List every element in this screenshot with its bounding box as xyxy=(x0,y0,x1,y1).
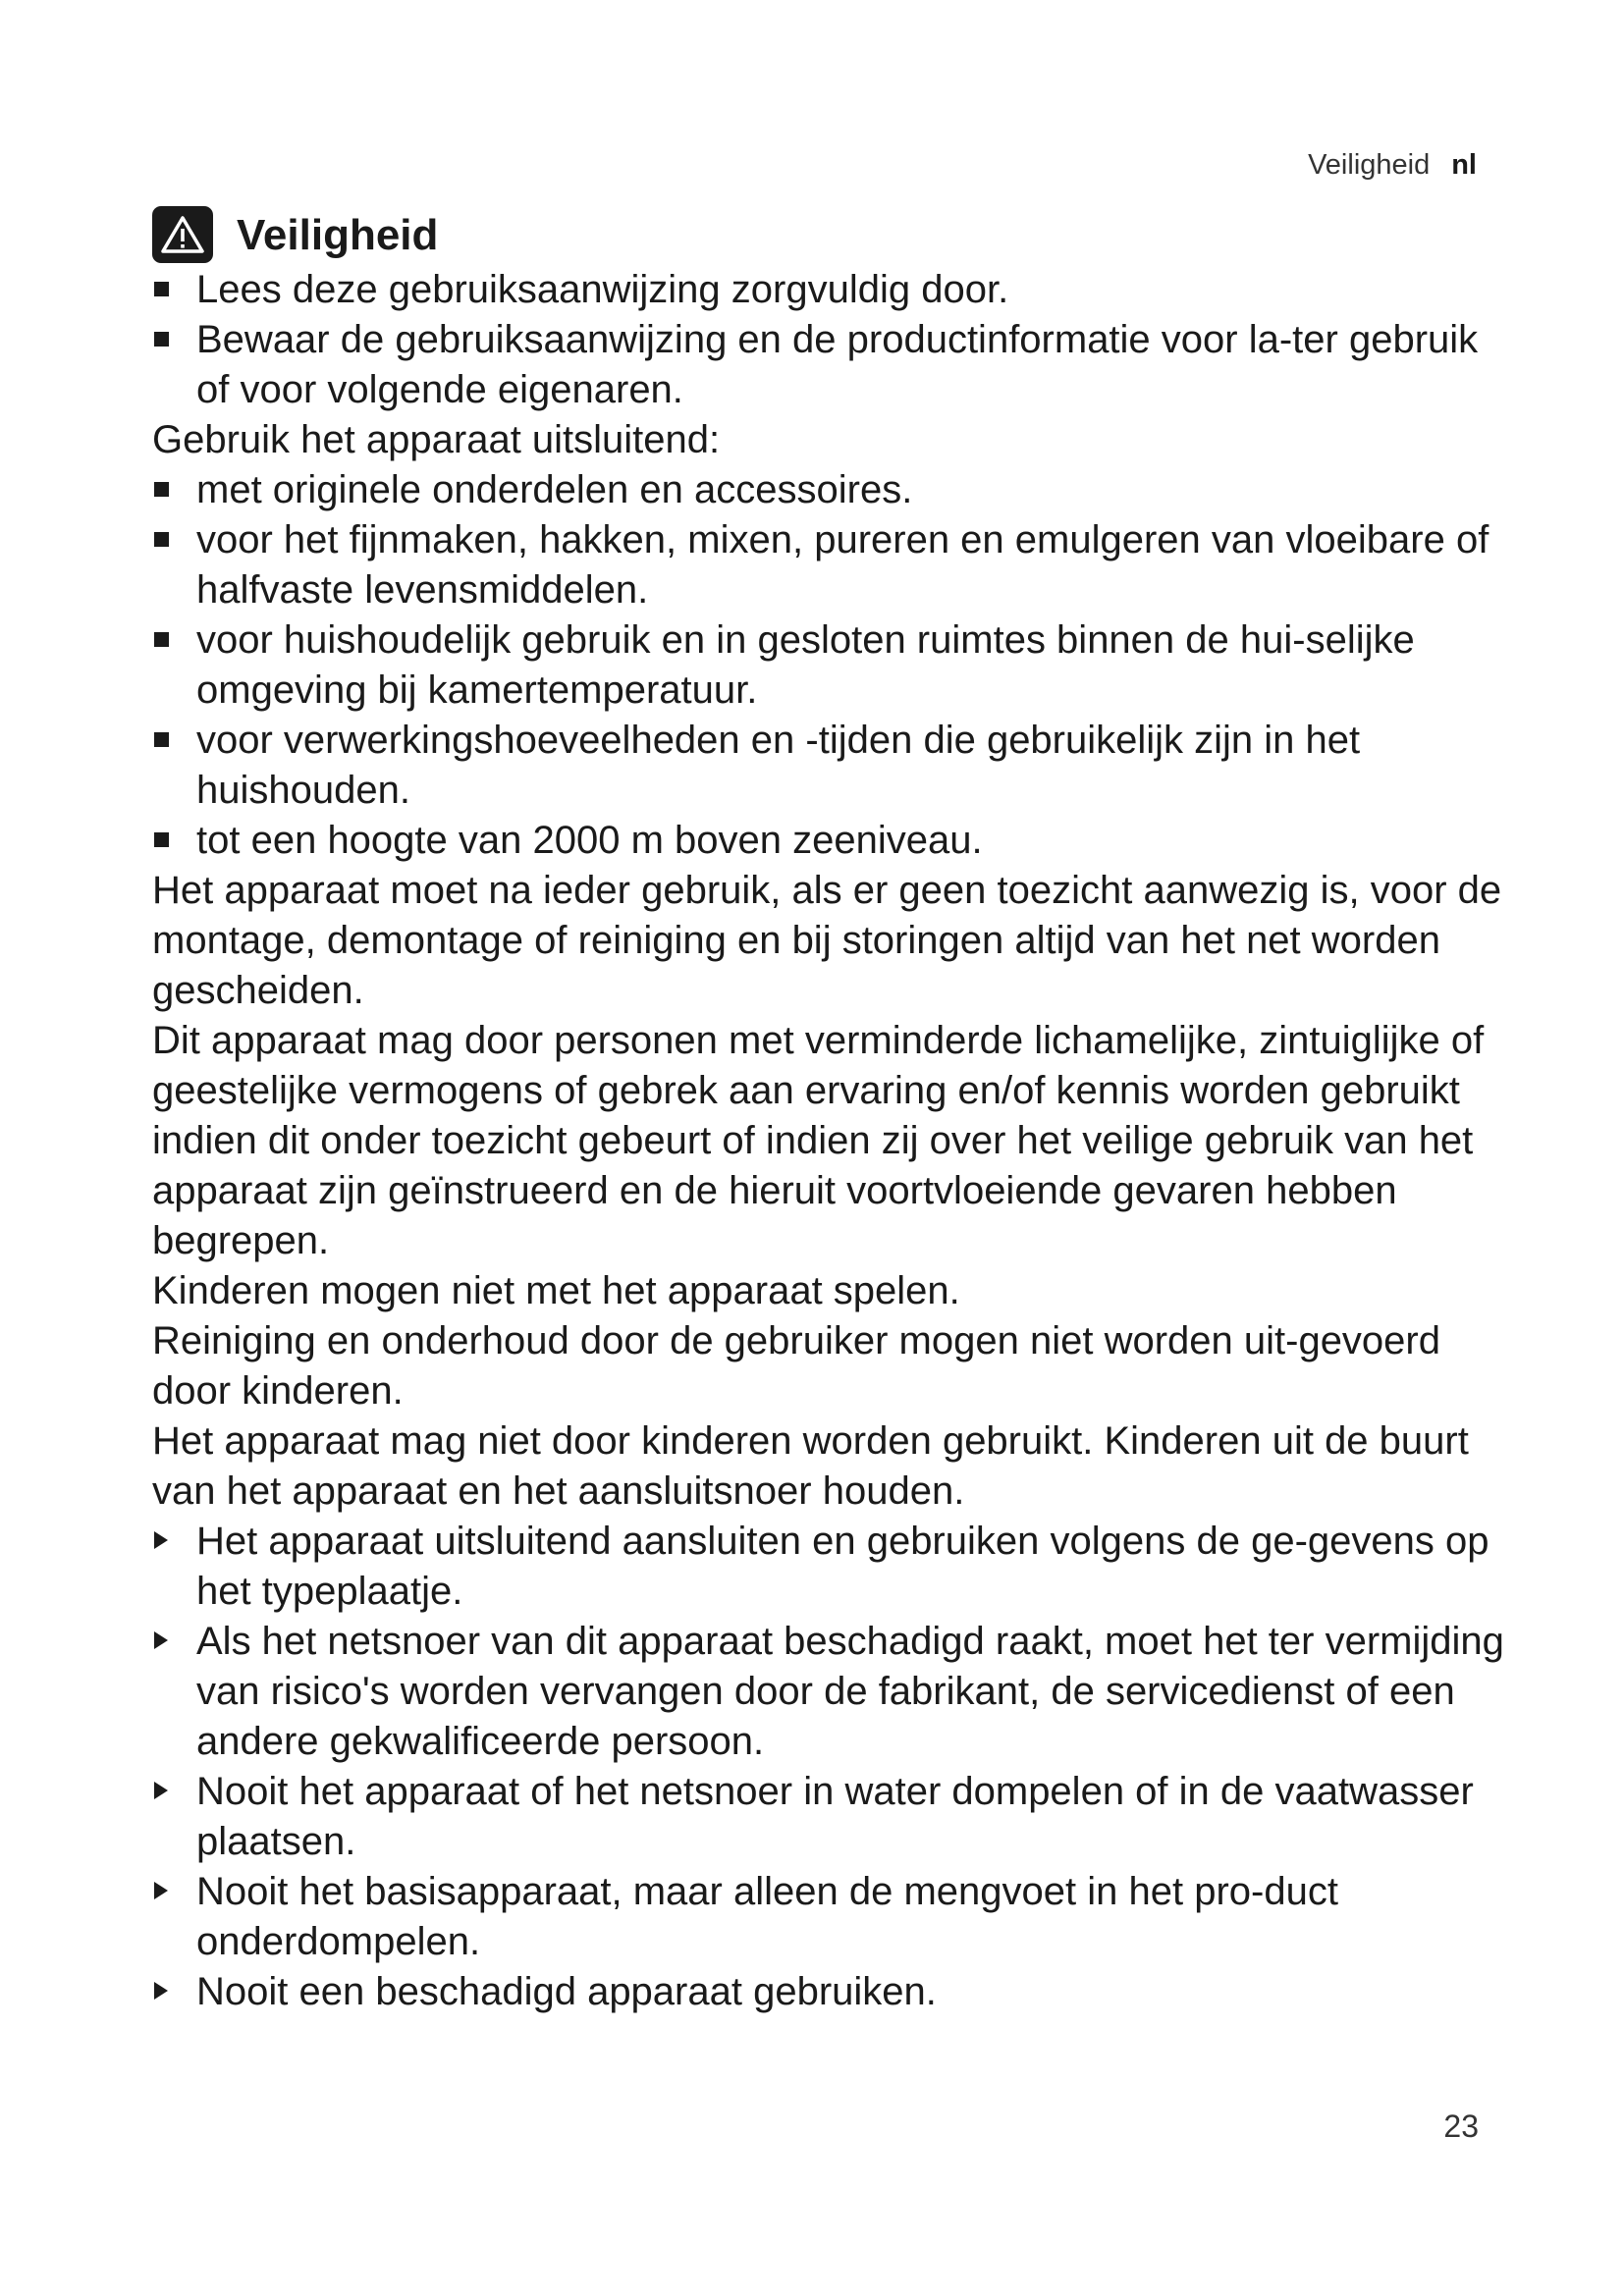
list-item xyxy=(152,315,1512,415)
list-item xyxy=(152,1967,1512,2017)
paragraph: Dit apparaat mag door personen met verminderde lichamelijke, zintuiglijke of geestelijke vermogens of gebrek aan ervaring en/of kennis worden gebruikt indien dit onder toezicht gebeurt of indien zij over het veilige gebruik van het apparaat zijn geïnstrueerd en de hieruit voortvloeiende gevaren hebben begrepen. xyxy=(152,1019,1485,1262)
list-item xyxy=(152,1517,1512,1617)
list-item xyxy=(152,265,1512,315)
list-item-text: Nooit het apparaat of het netsnoer in water dompelen of in de vaatwasser plaatsen. xyxy=(196,1770,1474,1863)
action-list xyxy=(152,1517,1512,2017)
bullet-square-icon xyxy=(154,465,169,515)
list-item xyxy=(152,1867,1512,1967)
bullet-square-icon xyxy=(154,615,169,666)
running-header xyxy=(1308,149,1477,182)
bullet-arrow-icon xyxy=(154,1517,168,1567)
warning-triangle-icon xyxy=(152,206,213,263)
use-heading: Gebruik het apparaat uitsluitend: xyxy=(152,418,721,461)
list-item xyxy=(152,816,1512,866)
list-item xyxy=(152,716,1512,816)
list-item xyxy=(152,1617,1512,1767)
list-item xyxy=(152,615,1512,716)
list-item-text: met originele onderdelen en accessoires. xyxy=(196,468,913,511)
bullet-arrow-icon xyxy=(154,1617,168,1667)
bullet-square-icon xyxy=(154,315,169,365)
list-item-text: Het apparaat uitsluitend aansluiten en gebruiken volgens de ge-gevens op het typeplaatje. xyxy=(196,1520,1489,1613)
page-title: Veiligheid xyxy=(237,210,439,259)
list-item-text: voor huishoudelijk gebruik en in gesloten ruimtes binnen de hui-selijke omgeving bij kamertemperatuur. xyxy=(196,618,1415,712)
bullet-square-icon xyxy=(154,515,169,565)
page-number: 23 xyxy=(1443,2109,1479,2144)
paragraph: Het apparaat moet na ieder gebruik, als er geen toezicht aanwezig is, voor de montage, demontage of reiniging en bij storingen altijd van het net worden gescheiden. xyxy=(152,869,1502,1012)
list-item-text: tot een hoogte van 2000 m boven zeeniveau. xyxy=(196,819,983,862)
intro-list xyxy=(152,265,1512,415)
section-heading xyxy=(152,206,1512,263)
paragraph: Reiniging en onderhoud door de gebruiker mogen niet worden uit-gevoerd door kinderen. xyxy=(152,1319,1440,1413)
list-item-text: Als het netsnoer van dit apparaat beschadigd raakt, moet het ter vermijding van risico's worden vervangen door de fabrikant, de servicedienst of een andere gekwalificeerde persoon. xyxy=(196,1620,1504,1763)
list-item-text: Nooit het basisapparaat, maar alleen de mengvoet in het pro-duct onderdompelen. xyxy=(196,1870,1338,1963)
header-language: nl xyxy=(1451,149,1477,181)
list-item-text: Bewaar de gebruiksaanwijzing en de productinformatie voor la-ter gebruik of voor volgende eigenaren. xyxy=(196,318,1479,411)
paragraph: Het apparaat mag niet door kinderen worden gebruikt. Kinderen uit de buurt van het apparaat en het aansluitsnoer houden. xyxy=(152,1419,1469,1513)
paragraph: Kinderen mogen niet met het apparaat spelen. xyxy=(152,1269,960,1312)
list-item-text: Lees deze gebruiksaanwijzing zorgvuldig door. xyxy=(196,268,1009,311)
bullet-arrow-icon xyxy=(154,1967,168,2017)
list-item-text: Nooit een beschadigd apparaat gebruiken. xyxy=(196,1970,937,2013)
list-item-text: voor het fijnmaken, hakken, mixen, pureren en emulgeren van vloeibare of halfvaste levensmiddelen. xyxy=(196,518,1489,612)
bullet-square-icon xyxy=(154,716,169,766)
list-item-text: voor verwerkingshoeveelheden en -tijden die gebruikelijk zijn in het huishouden. xyxy=(196,719,1361,812)
use-list xyxy=(152,465,1512,866)
page-content xyxy=(152,206,1512,2017)
bullet-arrow-icon xyxy=(154,1767,168,1817)
list-item xyxy=(152,465,1512,515)
bullet-square-icon xyxy=(154,816,169,866)
header-section: Veiligheid xyxy=(1308,149,1431,181)
bullet-square-icon xyxy=(154,265,169,315)
list-item xyxy=(152,1767,1512,1867)
list-item xyxy=(152,515,1512,615)
bullet-arrow-icon xyxy=(154,1867,168,1917)
